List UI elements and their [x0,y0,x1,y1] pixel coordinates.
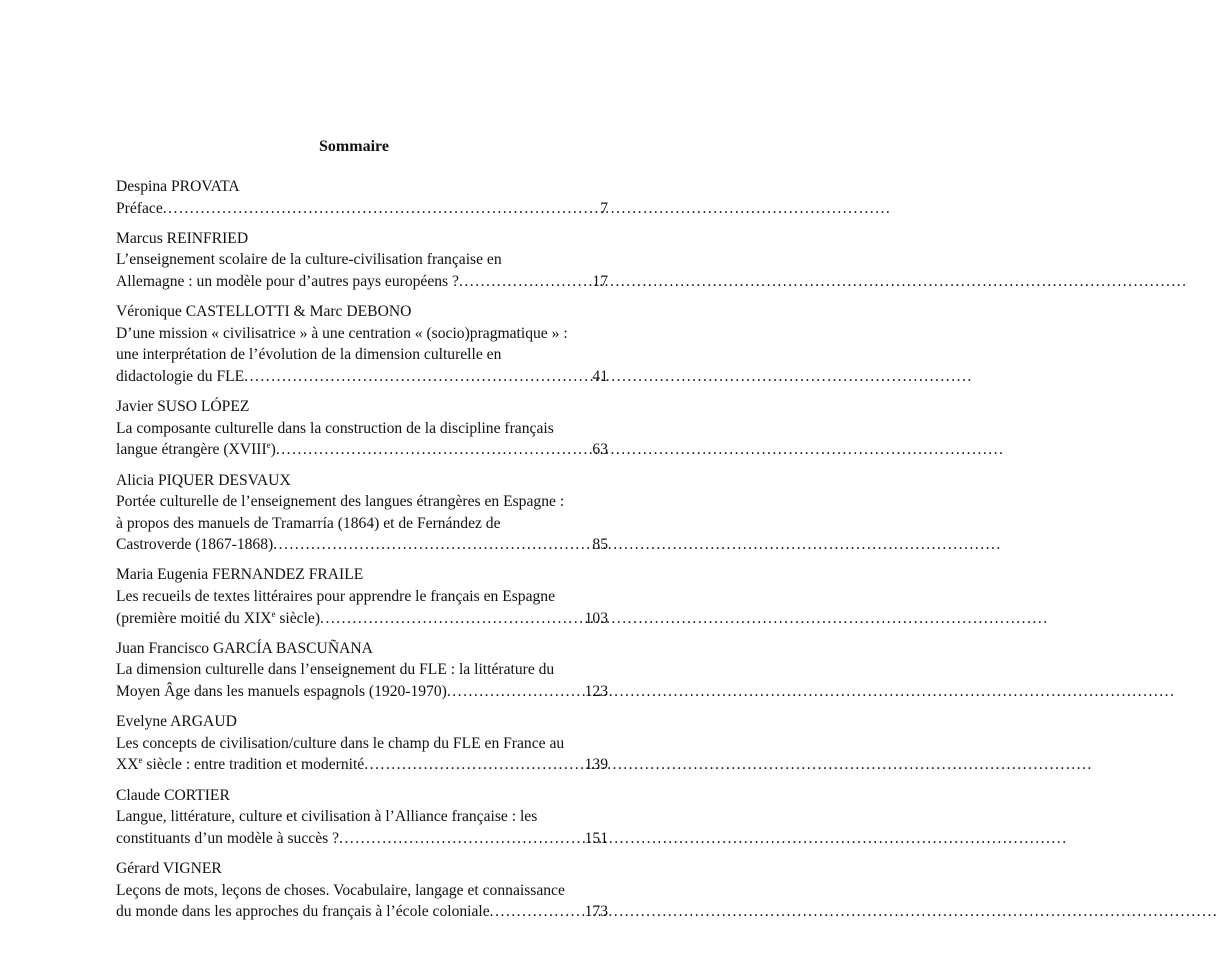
entry-title-line: Portée culturelle de l’enseignement des langues étrangères en Espagne : [116,493,565,511]
entry-author: Alicia PIQUER DESVAUX [116,471,291,489]
entry-title-line: La composante culturelle dans la construction de la discipline français [116,419,554,437]
title-segment: siècle : entre tradition et modernité [142,756,365,774]
toc-entry [116,228,608,293]
entry-title-end [116,366,244,388]
page-number: 151 [584,829,608,847]
entry-title-line: une interprétation de l’évolution de la dimension culturelle en [116,346,502,364]
title-segment: Allemagne : un modèle pour d’autres pays européens ? [116,272,459,290]
page-number: 139 [584,756,608,774]
entry-title-line: La dimension culturelle dans l’enseignement du FLE : la littérature du [116,661,555,679]
entry-last-line [116,754,608,776]
entry-last-line [116,439,608,461]
entry-title-end [116,271,459,293]
entry-author: Claude CORTIER [116,786,230,804]
toc-entry [116,301,608,387]
dot-leader [163,198,597,220]
dot-leader [276,439,590,461]
dot-leader [339,828,582,850]
page-number: 85 [592,536,608,554]
entry-title-end [116,439,276,461]
entry-author: Despina PROVATA [116,178,240,195]
page-number: 7 [600,199,608,217]
title-segment: Castroverde (1867-1868) [116,536,274,554]
dot-leader [447,681,582,703]
entry-author: Véronique CASTELLOTTI & Marc DEBONO [116,303,412,321]
superscript: e [271,608,276,619]
dot-leader [490,901,582,923]
dot-leader [244,366,589,388]
entry-last-line [116,608,608,630]
table-of-contents [116,176,608,931]
entry-author: Evelyne ARGAUD [116,713,237,731]
entry-title-line: Langue, littérature, culture et civilisation à l’Alliance française : les [116,808,538,826]
entry-title-end [116,754,364,776]
toc-entry [116,396,608,461]
entry-title-end [116,681,447,703]
entry-author: Maria Eugenia FERNANDEZ FRAILE [116,566,364,584]
title-segment: Préface [116,199,163,217]
page-number: 123 [584,683,608,701]
toc-entry [116,858,608,923]
entry-last-line [116,198,608,220]
title-segment: (première moitié du XIX [116,609,272,627]
toc-entry [116,176,608,219]
entry-title-line: L’enseignement scolaire de la culture-civilisation française en [116,251,502,269]
entry-last-line [116,534,608,556]
toc-entry [116,785,608,850]
page-number: 17 [592,272,608,290]
entry-last-line [116,828,608,850]
title-segment: ) [270,441,276,459]
toc-entry [116,470,608,556]
title-segment: didactologie du FLE [116,367,245,385]
entry-title-line: à propos des manuels de Tramarría (1864) et de Fernández de [116,514,501,532]
page-number: 173 [584,903,608,921]
entry-title-end [116,828,339,850]
entry-last-line [116,366,608,388]
entry-last-line [116,901,608,923]
entry-title-end [116,608,320,630]
page-number: 63 [592,441,608,459]
toc-entry [116,638,608,703]
dot-leader [320,608,582,630]
entry-title-end [116,534,273,556]
title-segment: XX [116,756,139,774]
superscript: e [266,440,271,451]
entry-title-end [116,901,490,923]
title-segment: langue étrangère (XVIII [116,441,267,459]
dot-leader [459,271,589,293]
entry-author: Juan Francisco GARCÍA BASCUÑANA [116,639,373,657]
entry-title-line: D’une mission « civilisatrice » à une centration « (socio)pragmatique » : [116,324,568,342]
entry-author: Javier SUSO LÓPEZ [116,398,250,416]
entry-last-line [116,681,608,703]
dot-leader [273,534,589,556]
entry-title-end [116,198,163,220]
entry-author: Marcus REINFRIED [116,229,249,247]
dot-leader [364,754,581,776]
superscript: e [138,755,143,766]
page-title: Sommaire [319,138,389,155]
toc-entry [116,711,608,776]
entry-title-line: Leçons de mots, leçons de choses. Vocabulaire, langage et connaissance [116,881,565,899]
page-number: 41 [592,367,608,385]
title-segment: siècle) [275,609,321,627]
entry-title-line: Les recueils de textes littéraires pour apprendre le français en Espagne [116,588,556,606]
entry-title-line: Les concepts de civilisation/culture dans le champ du FLE en France au [116,734,565,752]
entry-author: Gérard VIGNER [116,859,222,877]
title-segment: du monde dans les approches du français à l’école coloniale [116,903,490,921]
page-number: 103 [584,609,608,627]
title-segment: constituants d’un modèle à succès ? [116,829,340,847]
title-segment: Moyen Âge dans les manuels espagnols (1920-1970) [116,683,447,701]
toc-entry [116,564,608,629]
entry-last-line [116,271,608,293]
